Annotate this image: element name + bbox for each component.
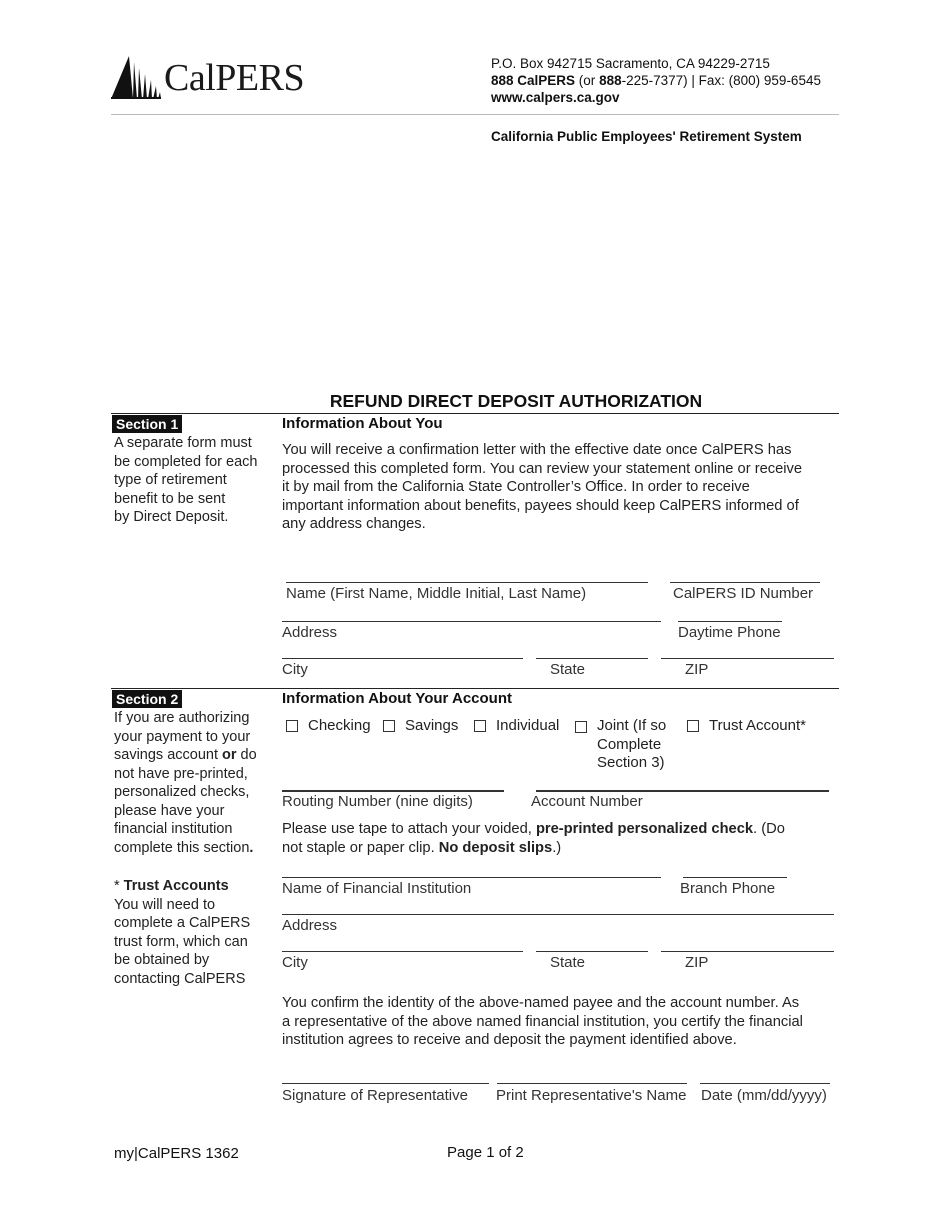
header-address: P.O. Box 942715 Sacramento, CA 94229-2715 xyxy=(491,56,770,71)
section1-heading: Information About You xyxy=(282,415,443,432)
joint-checkbox[interactable] xyxy=(575,721,587,733)
joint-option[interactable]: Joint (If so Complete Section 3) xyxy=(575,717,666,773)
form-id: my|CalPERS 1362 xyxy=(114,1145,239,1162)
trust-account-checkbox[interactable] xyxy=(687,720,699,732)
institution-zip-input[interactable] xyxy=(661,951,834,952)
institution-city-input[interactable] xyxy=(282,951,523,952)
address-input[interactable] xyxy=(282,621,661,622)
name-input[interactable] xyxy=(286,582,648,583)
form-title: REFUND DIRECT DEPOSIT AUTHORIZATION xyxy=(329,391,703,411)
individual-option[interactable]: Individual xyxy=(474,717,559,734)
representative-name-input[interactable] xyxy=(497,1083,687,1084)
header-contact xyxy=(491,55,821,106)
name-label: Name (First Name, Middle Initial, Last Name) xyxy=(286,585,587,602)
branch-phone-label: Branch Phone xyxy=(680,880,776,897)
header-website[interactable]: www.calpers.ca.gov xyxy=(491,90,620,105)
state-label: State xyxy=(550,661,586,678)
zip-input[interactable] xyxy=(661,658,834,659)
individual-checkbox[interactable] xyxy=(474,720,486,732)
title-rule xyxy=(111,413,839,414)
org-name: California Public Employees' Retirement System xyxy=(491,129,802,144)
section1-side-note: A separate form must be completed for each type of retirement benefit to be sent by Direct Deposit. xyxy=(114,435,258,525)
section2-side-note: If you are authorizing your payment to your savings account or do not have pre-printed, personalized checks, please have your financial institution complete this section. xyxy=(114,710,257,856)
routing-number-input[interactable] xyxy=(282,790,504,792)
section2-heading: Information About Your Account xyxy=(282,690,512,707)
institution-address-label: Address xyxy=(282,917,338,934)
branch-phone-input[interactable] xyxy=(683,877,787,878)
calpers-id-input[interactable] xyxy=(670,582,820,583)
address-label: Address xyxy=(282,624,338,641)
institution-state-label: State xyxy=(550,954,586,971)
institution-name-label: Name of Financial Institution xyxy=(282,880,472,897)
institution-address-input[interactable] xyxy=(282,914,834,915)
representative-name-label: Print Representative's Name xyxy=(496,1087,687,1104)
signature-label: Signature of Representative xyxy=(282,1087,468,1104)
header-divider xyxy=(111,114,839,115)
section2-tag: Section 2 xyxy=(112,690,182,709)
zip-label: ZIP xyxy=(685,661,709,678)
savings-option[interactable]: Savings xyxy=(383,717,458,734)
routing-number-label: Routing Number (nine digits) xyxy=(282,793,473,810)
calpers-logo-mark-icon xyxy=(111,54,161,100)
institution-name-input[interactable] xyxy=(282,877,661,878)
institution-city-label: City xyxy=(282,954,308,971)
city-input[interactable] xyxy=(282,658,523,659)
section2-rule xyxy=(111,688,839,689)
tape-instructions: Please use tape to attach your voided, pre-printed personalized check. (Do not staple or paper clip. No deposit slips.) xyxy=(282,821,785,856)
header-phone: 888 CalPERS (or 888-225-7377) | Fax: (800) 959-6545 xyxy=(491,73,821,88)
institution-state-input[interactable] xyxy=(536,951,648,952)
calpers-logo xyxy=(111,53,311,103)
calpers-id-label: CalPERS ID Number xyxy=(673,585,814,602)
page-number: Page 1 of 2 xyxy=(447,1144,524,1161)
section1-tag: Section 1 xyxy=(112,415,182,434)
trust-accounts-note: * Trust Accounts You will need to complete a CalPERS trust form, which can be obtained by contacting CalPERS xyxy=(114,878,251,987)
city-label: City xyxy=(282,661,308,678)
savings-checkbox[interactable] xyxy=(383,720,395,732)
state-input[interactable] xyxy=(536,658,648,659)
daytime-phone-input[interactable] xyxy=(678,621,782,622)
date-label: Date (mm/dd/yyyy) xyxy=(701,1087,827,1104)
confirmation-text: You confirm the identity of the above-named payee and the account number. As a representative of the above named financial institution, you certify the financial institution agrees to receive and deposit the payment identified above. xyxy=(282,995,803,1049)
institution-zip-label: ZIP xyxy=(685,954,709,971)
calpers-logo-text: CalPERS xyxy=(164,57,305,99)
account-number-label: Account Number xyxy=(531,793,643,810)
daytime-phone-label: Daytime Phone xyxy=(678,624,781,641)
signature-input[interactable] xyxy=(282,1083,489,1084)
checking-checkbox[interactable] xyxy=(286,720,298,732)
checking-option[interactable]: Checking xyxy=(286,717,371,734)
section1-body: You will receive a confirmation letter with the effective date once CalPERS has processed this completed form. You can review your statement online or receive it by mail from the California State Controller’s Office. In order to receive important information about benefits, payees should keep CalPERS informed of any address changes. xyxy=(282,442,803,533)
account-number-input[interactable] xyxy=(536,790,829,792)
date-input[interactable] xyxy=(700,1083,830,1084)
trust-account-option[interactable]: Trust Account* xyxy=(687,717,806,734)
